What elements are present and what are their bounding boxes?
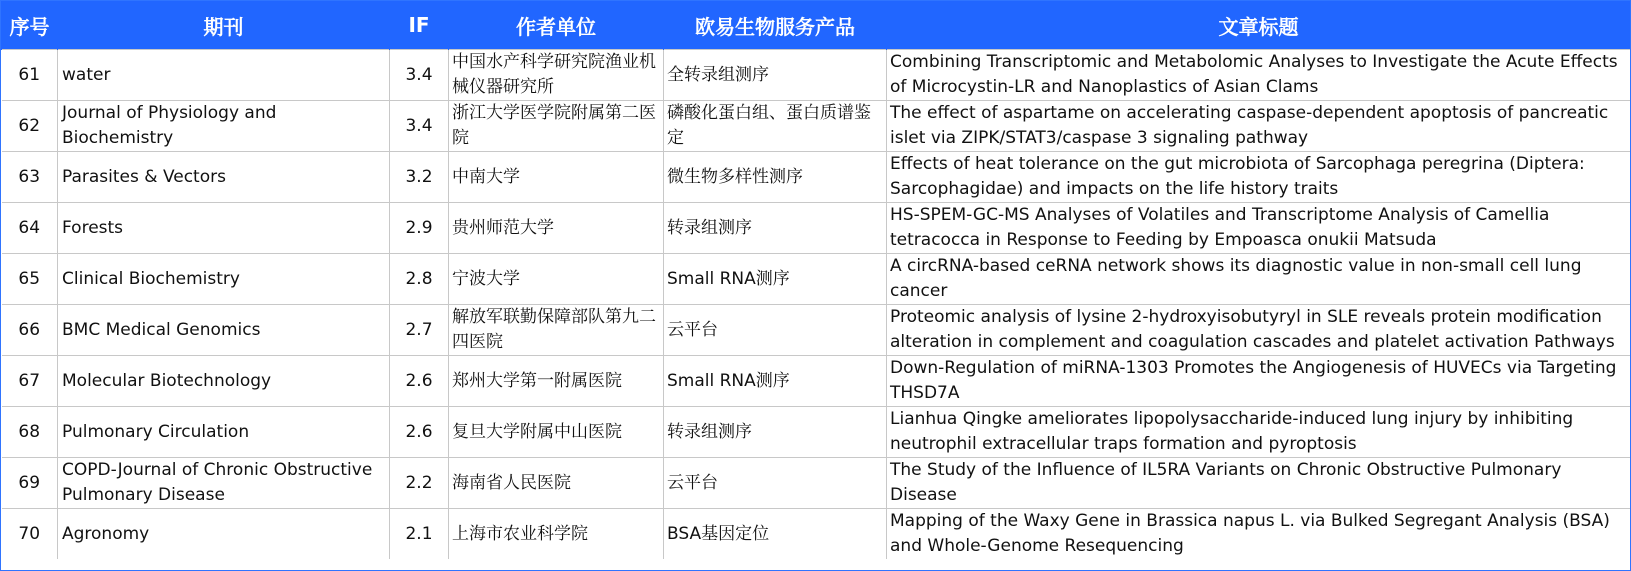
publication-table bbox=[1, 1, 1631, 559]
cell-journal: Agronomy bbox=[58, 509, 390, 560]
cell-num: 63 bbox=[2, 152, 58, 203]
cell-product: 磷酸化蛋白组、蛋白质谱鉴定 bbox=[664, 101, 887, 152]
table-row bbox=[2, 254, 1631, 305]
cell-product: 云平台 bbox=[664, 305, 887, 356]
cell-num: 62 bbox=[2, 101, 58, 152]
cell-journal: Molecular Biotechnology bbox=[58, 356, 390, 407]
header-product: 欧易生物服务产品 bbox=[664, 1, 887, 50]
cell-if: 2.6 bbox=[390, 407, 449, 458]
cell-if: 2.1 bbox=[390, 509, 449, 560]
cell-product: 转录组测序 bbox=[664, 407, 887, 458]
header-if: IF bbox=[390, 1, 449, 50]
table-row bbox=[2, 458, 1631, 509]
cell-author-unit: 复旦大学附属中山医院 bbox=[449, 407, 664, 458]
cell-num: 70 bbox=[2, 509, 58, 560]
cell-title: Proteomic analysis of lysine 2-hydroxyisobutyryl in SLE reveals protein modification alteration in complement and coagulation cascades and platelet activation Pathways bbox=[887, 305, 1631, 356]
cell-num: 69 bbox=[2, 458, 58, 509]
cell-title: Mapping of the Waxy Gene in Brassica napus L. via Bulked Segregant Analysis (BSA) and Whole-Genome Resequencing bbox=[887, 509, 1631, 560]
cell-journal: Journal of Physiology and Biochemistry bbox=[58, 101, 390, 152]
cell-num: 64 bbox=[2, 203, 58, 254]
cell-title: A circRNA-based ceRNA network shows its diagnostic value in non-small cell lung cancer bbox=[887, 254, 1631, 305]
cell-title: Combining Transcriptomic and Metabolomic Analyses to Investigate the Acute Effects of Microcystin-LR and Nanoplastics of Asian Clams bbox=[887, 50, 1631, 101]
cell-journal: BMC Medical Genomics bbox=[58, 305, 390, 356]
cell-if: 2.7 bbox=[390, 305, 449, 356]
cell-if: 2.9 bbox=[390, 203, 449, 254]
cell-author-unit: 中国水产科学研究院渔业机械仪器研究所 bbox=[449, 50, 664, 101]
cell-title: Effects of heat tolerance on the gut microbiota of Sarcophaga peregrina (Diptera: Sarcophagidae) and impacts on the life history traits bbox=[887, 152, 1631, 203]
table-row bbox=[2, 407, 1631, 458]
cell-journal: Clinical Biochemistry bbox=[58, 254, 390, 305]
cell-if: 2.8 bbox=[390, 254, 449, 305]
cell-if: 2.6 bbox=[390, 356, 449, 407]
header-title: 文章标题 bbox=[887, 1, 1631, 50]
cell-product: 全转录组测序 bbox=[664, 50, 887, 101]
cell-author-unit: 郑州大学第一附属医院 bbox=[449, 356, 664, 407]
cell-product: 云平台 bbox=[664, 458, 887, 509]
table-row bbox=[2, 152, 1631, 203]
cell-author-unit: 浙江大学医学院附属第二医院 bbox=[449, 101, 664, 152]
cell-product: 微生物多样性测序 bbox=[664, 152, 887, 203]
cell-title: Lianhua Qingke ameliorates lipopolysaccharide-induced lung injury by inhibiting neutrophil extracellular traps formation and pyroptosis bbox=[887, 407, 1631, 458]
cell-author-unit: 宁波大学 bbox=[449, 254, 664, 305]
cell-author-unit: 解放军联勤保障部队第九二四医院 bbox=[449, 305, 664, 356]
cell-if: 2.2 bbox=[390, 458, 449, 509]
cell-title: HS-SPEM-GC-MS Analyses of Volatiles and Transcriptome Analysis of Camellia tetracocca in Response to Feeding by Empoasca onukii Matsuda bbox=[887, 203, 1631, 254]
table-row bbox=[2, 203, 1631, 254]
cell-author-unit: 中南大学 bbox=[449, 152, 664, 203]
cell-author-unit: 上海市农业科学院 bbox=[449, 509, 664, 560]
table-row bbox=[2, 509, 1631, 560]
cell-journal: Parasites & Vectors bbox=[58, 152, 390, 203]
header-journal: 期刊 bbox=[58, 1, 390, 50]
cell-num: 65 bbox=[2, 254, 58, 305]
table-row bbox=[2, 50, 1631, 101]
cell-num: 67 bbox=[2, 356, 58, 407]
header-num: 序号 bbox=[2, 1, 58, 50]
cell-journal: Forests bbox=[58, 203, 390, 254]
cell-title: The effect of aspartame on accelerating caspase-dependent apoptosis of pancreatic islet via ZIPK/STAT3/caspase 3 signaling pathway bbox=[887, 101, 1631, 152]
table-row bbox=[2, 305, 1631, 356]
cell-journal: Pulmonary Circulation bbox=[58, 407, 390, 458]
header-author-unit: 作者单位 bbox=[449, 1, 664, 50]
cell-author-unit: 海南省人民医院 bbox=[449, 458, 664, 509]
table-body bbox=[2, 50, 1631, 560]
cell-journal: water bbox=[58, 50, 390, 101]
cell-product: BSA基因定位 bbox=[664, 509, 887, 560]
table-header-row bbox=[2, 1, 1631, 50]
cell-product: Small RNA测序 bbox=[664, 356, 887, 407]
cell-product: Small RNA测序 bbox=[664, 254, 887, 305]
cell-num: 68 bbox=[2, 407, 58, 458]
cell-author-unit: 贵州师范大学 bbox=[449, 203, 664, 254]
cell-if: 3.4 bbox=[390, 101, 449, 152]
cell-num: 61 bbox=[2, 50, 58, 101]
table-row bbox=[2, 356, 1631, 407]
cell-title: Down-Regulation of miRNA-1303 Promotes the Angiogenesis of HUVECs via Targeting THSD7A bbox=[887, 356, 1631, 407]
cell-journal: COPD-Journal of Chronic Obstructive Pulmonary Disease bbox=[58, 458, 390, 509]
cell-title: The Study of the Influence of IL5RA Variants on Chronic Obstructive Pulmonary Disease bbox=[887, 458, 1631, 509]
cell-if: 3.2 bbox=[390, 152, 449, 203]
cell-if: 3.4 bbox=[390, 50, 449, 101]
cell-product: 转录组测序 bbox=[664, 203, 887, 254]
cell-num: 66 bbox=[2, 305, 58, 356]
table-row bbox=[2, 101, 1631, 152]
